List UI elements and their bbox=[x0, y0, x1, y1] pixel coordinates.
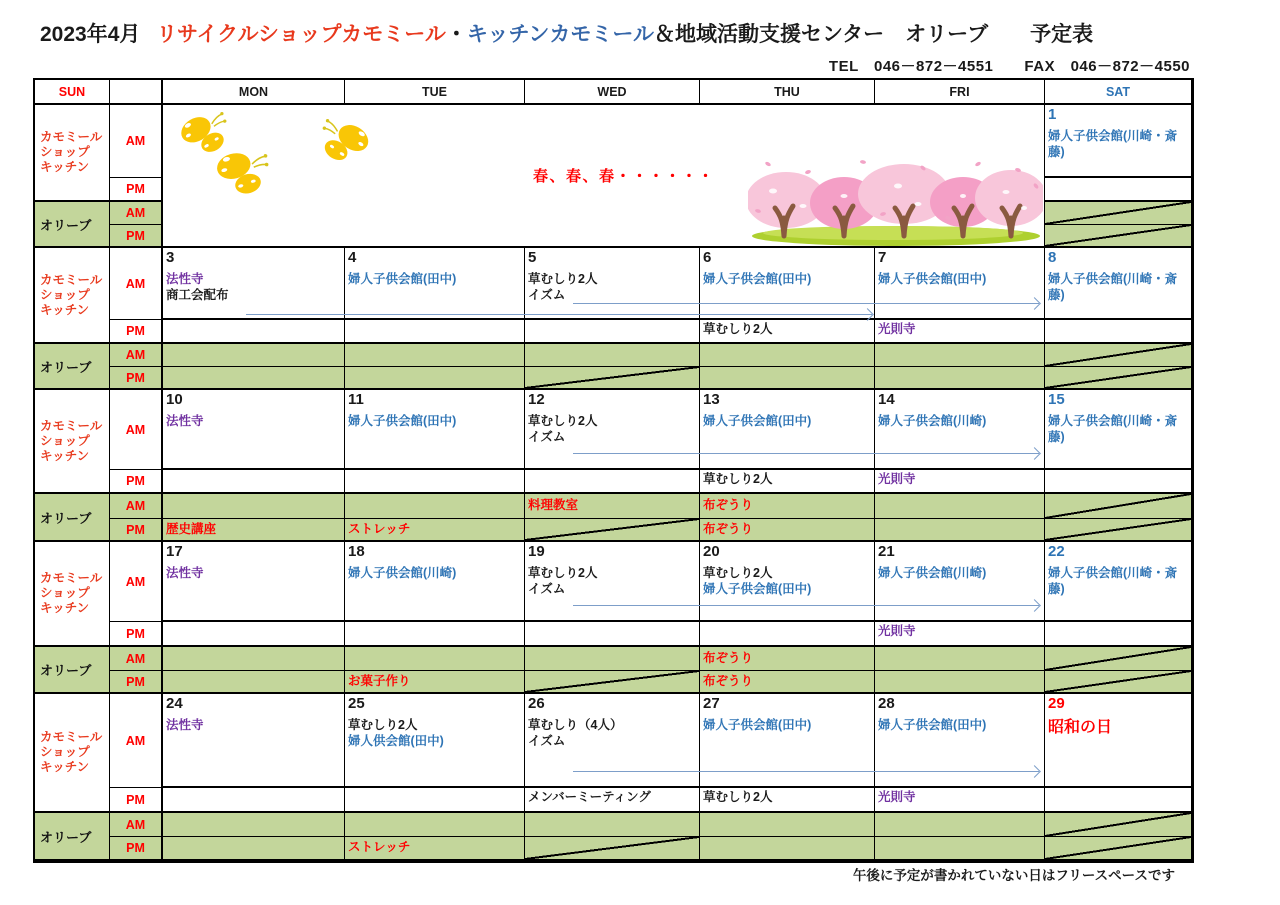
am-label-w4 bbox=[110, 542, 163, 622]
kamomile-label-line: ショップ bbox=[40, 145, 90, 159]
day-cell-pm-7-w2 bbox=[875, 320, 1045, 344]
olive-pm-cell-sat-w2 bbox=[1045, 367, 1192, 390]
olive-pm-cell-mon-w3 bbox=[163, 519, 345, 542]
olive-pm-cell-thu-w5 bbox=[700, 837, 875, 861]
olive-pm-cell-tue-w5 bbox=[345, 837, 525, 861]
title-kitchen-name: キッチンカモミール bbox=[466, 23, 654, 46]
day-number: 4 bbox=[348, 249, 357, 266]
olive-am-cell-thu-w4 bbox=[700, 647, 875, 671]
kamomile-label-line: ショップ bbox=[40, 433, 90, 448]
title-rest: ＆地域活動支援センター オリーブ 予定表 bbox=[654, 23, 1094, 46]
kamomile-label-line: キッチン bbox=[40, 302, 90, 317]
day-cell-pm-6-w2 bbox=[700, 320, 875, 344]
event-text: イズム bbox=[528, 429, 566, 444]
olive-pm-cell-sat-w3 bbox=[1045, 519, 1192, 542]
day-cell-pm-18-w4 bbox=[345, 622, 525, 647]
olive-am-cell-wed-w5 bbox=[525, 813, 700, 837]
event-text: 布ぞうり bbox=[703, 673, 754, 688]
pm-label-w3 bbox=[110, 470, 163, 494]
day-cell-am-19-w4 bbox=[525, 542, 700, 622]
day-number: 13 bbox=[703, 391, 720, 408]
olive-am-cell-fri-w5 bbox=[875, 813, 1045, 837]
olive-am-label-w2 bbox=[110, 344, 163, 367]
day-number: 27 bbox=[703, 695, 720, 712]
event-text: 法性寺 bbox=[166, 414, 204, 428]
continuation-arrow bbox=[246, 314, 872, 315]
pm-label-text: PM bbox=[126, 324, 145, 338]
day-number: 7 bbox=[878, 249, 887, 266]
olive-pm-label-w1 bbox=[110, 225, 163, 248]
day-cell-pm-21-w4 bbox=[875, 622, 1045, 647]
kamomile-label-line: ショップ bbox=[40, 586, 90, 600]
am-label-text: AM bbox=[125, 206, 146, 220]
event-text: 法性寺 bbox=[166, 566, 204, 580]
olive-pm-cell-wed-w3 bbox=[525, 519, 700, 542]
kamomile-label-w2 bbox=[35, 248, 110, 344]
day-cell-pm-13-w3 bbox=[700, 470, 875, 494]
day-number: 29 bbox=[1048, 695, 1065, 712]
pm-label-text: PM bbox=[126, 792, 145, 807]
day-cell-pm-3-w2 bbox=[163, 320, 345, 344]
olive-am-label-w1 bbox=[110, 202, 163, 225]
olive-label-text: オリーブ bbox=[40, 663, 92, 678]
pm-label-text: PM bbox=[126, 841, 145, 855]
day-cell-pm-5-w2 bbox=[525, 320, 700, 344]
olive-am-cell-wed-w2 bbox=[525, 344, 700, 367]
am-label-text: AM bbox=[125, 817, 146, 832]
olive-am-cell-thu-w3 bbox=[700, 494, 875, 519]
kamomile-label-w5 bbox=[35, 694, 110, 813]
contact-phone-fax: TEL 046－872－4551 FAX 046－872－4550 bbox=[828, 58, 1190, 75]
day-cell-am-14-w3 bbox=[875, 390, 1045, 470]
day-cell-am-27-w5 bbox=[700, 694, 875, 788]
am-label-text: AM bbox=[125, 733, 146, 748]
event-text: 布ぞうり bbox=[703, 650, 754, 665]
pm-label-text: PM bbox=[126, 626, 145, 641]
olive-label-w4 bbox=[35, 647, 110, 694]
continuation-arrow bbox=[573, 453, 1039, 454]
kamomile-label-line: ショップ bbox=[40, 287, 90, 302]
olive-label-w3 bbox=[35, 494, 110, 542]
olive-am-cell-sat-w5 bbox=[1045, 813, 1192, 837]
sakura-illustration bbox=[748, 156, 1043, 248]
event-text: 婦人子供会館(川崎・斎藤) bbox=[1048, 566, 1178, 596]
event-text: 光則寺 bbox=[878, 624, 916, 638]
olive-am-cell-fri-w3 bbox=[875, 494, 1045, 519]
event-text: 草むしり2人 bbox=[528, 272, 598, 286]
olive-pm-cell-thu-w2 bbox=[700, 367, 875, 390]
page-title bbox=[40, 18, 1093, 48]
olive-am-cell-mon-w2 bbox=[163, 344, 345, 367]
kamomile-label-line: キッチン bbox=[40, 760, 90, 774]
day-number: 6 bbox=[703, 249, 712, 266]
olive-am-cell-mon-w5 bbox=[163, 813, 345, 837]
day-cell-am-11-w3 bbox=[345, 390, 525, 470]
olive-label-text: オリーブ bbox=[40, 217, 92, 233]
day-cell-pm-10-w3 bbox=[163, 470, 345, 494]
kamomile-label-w4 bbox=[35, 542, 110, 647]
olive-am-label-w3 bbox=[110, 494, 163, 519]
olive-pm-cell-sat-w1 bbox=[1045, 225, 1192, 248]
kamomile-label-w1 bbox=[35, 105, 110, 202]
kamomile-label-w3 bbox=[35, 390, 110, 494]
day-cell-pm-8-w2 bbox=[1045, 320, 1192, 344]
day-cell-am-24-w5 bbox=[163, 694, 345, 788]
olive-pm-cell-fri-w3 bbox=[875, 519, 1045, 542]
day-cell-am-10-w3 bbox=[163, 390, 345, 470]
day-cell-am-25-w5 bbox=[345, 694, 525, 788]
header-mon bbox=[163, 80, 345, 105]
event-text: 草むしり2人 bbox=[703, 790, 773, 804]
olive-pm-cell-sat-w5 bbox=[1045, 837, 1192, 861]
olive-am-cell-fri-w2 bbox=[875, 344, 1045, 367]
event-text: 草むしり2人 bbox=[348, 718, 418, 732]
pm-label-text: PM bbox=[126, 228, 145, 243]
event-text: 草むしり2人 bbox=[528, 566, 598, 580]
olive-pm-cell-fri-w5 bbox=[875, 837, 1045, 861]
pm-label-text: PM bbox=[126, 522, 145, 537]
day-cell-pm-4-w2 bbox=[345, 320, 525, 344]
olive-pm-cell-fri-w2 bbox=[875, 367, 1045, 390]
kamomile-label-line: カモミール bbox=[40, 272, 103, 287]
event-text: 草むしり2人 bbox=[703, 472, 773, 486]
day-number: 12 bbox=[528, 391, 545, 408]
am-label-text: AM bbox=[125, 499, 146, 513]
day-number: 1 bbox=[1048, 106, 1057, 123]
event-text: 婦人子供会館(川崎・斎藤) bbox=[1048, 414, 1178, 444]
day-cell-am-7-w2 bbox=[875, 248, 1045, 320]
event-text: お菓子作り bbox=[348, 673, 411, 688]
continuation-arrow bbox=[573, 771, 1039, 772]
spring-text: 春、春、春・・・・・・ bbox=[533, 168, 715, 185]
olive-am-cell-mon-w3 bbox=[163, 494, 345, 519]
calendar-table bbox=[33, 78, 1194, 863]
event-text: 草むしり2人 bbox=[703, 566, 773, 580]
header-sun-label: SUN bbox=[58, 84, 86, 99]
header-sat bbox=[1045, 80, 1192, 105]
olive-am-cell-wed-w3 bbox=[525, 494, 700, 519]
olive-am-cell-tue-w3 bbox=[345, 494, 525, 519]
title-month: 2023年4月 bbox=[40, 23, 141, 46]
kamomile-label-line: カモミール bbox=[40, 730, 103, 744]
olive-pm-cell-tue-w3 bbox=[345, 519, 525, 542]
event-text: 草むしり（4人） bbox=[528, 718, 623, 732]
day-cell-pm-17-w4 bbox=[163, 622, 345, 647]
kamomile-label-line: カモミール bbox=[40, 418, 103, 433]
footer-note: 午後に予定が書かれていない日はフリースペースです bbox=[852, 868, 1175, 883]
header-thu bbox=[700, 80, 875, 105]
event-text: イズム bbox=[528, 287, 566, 302]
event-text: 歴史講座 bbox=[166, 521, 217, 536]
event-text: 光則寺 bbox=[878, 472, 916, 486]
day-cell-am-13-w3 bbox=[700, 390, 875, 470]
event-text: 婦人子供会館(川崎・斎藤) bbox=[1048, 129, 1178, 159]
olive-am-cell-sat-w2 bbox=[1045, 344, 1192, 367]
continuation-arrow bbox=[573, 605, 1039, 606]
day-cell-pm-19-w4 bbox=[525, 622, 700, 647]
day-cell-pm-12-w3 bbox=[525, 470, 700, 494]
kamomile-label-line: カモミール bbox=[40, 130, 103, 144]
header-sat-label: SAT bbox=[1105, 84, 1131, 99]
day-cell-pm-25-w5 bbox=[345, 788, 525, 813]
day-cell-am-20-w4 bbox=[700, 542, 875, 622]
day-cell-am-18-w4 bbox=[345, 542, 525, 622]
am-label-text: AM bbox=[125, 574, 146, 589]
olive-am-cell-thu-w2 bbox=[700, 344, 875, 367]
olive-pm-cell-thu-w3 bbox=[700, 519, 875, 542]
day-number: 14 bbox=[878, 391, 895, 408]
day-number: 17 bbox=[166, 543, 183, 560]
day-cell-am-4-w2 bbox=[345, 248, 525, 320]
day-cell-am-17-w4 bbox=[163, 542, 345, 622]
title-separator-dot: ・ bbox=[445, 23, 467, 46]
event-text: 光則寺 bbox=[878, 322, 916, 336]
day-number: 22 bbox=[1048, 543, 1065, 560]
olive-label-w5 bbox=[35, 813, 110, 861]
day-cell-pm-26-w5 bbox=[525, 788, 700, 813]
day-cell-am-15-w3 bbox=[1045, 390, 1192, 470]
olive-pm-cell-wed-w2 bbox=[525, 367, 700, 390]
day-number: 18 bbox=[348, 543, 365, 560]
event-text: 光則寺 bbox=[878, 790, 916, 804]
event-text: 婦人子供会館(川崎) bbox=[878, 566, 987, 580]
am-label-text: AM bbox=[125, 651, 146, 666]
event-text: 婦人子供会館(田中) bbox=[348, 414, 457, 428]
event-text: イズム bbox=[528, 581, 566, 596]
day-number: 21 bbox=[878, 543, 895, 560]
olive-am-cell-sat-w1 bbox=[1045, 202, 1192, 225]
am-label-text: AM bbox=[125, 422, 146, 437]
day-cell-pm-29-w5 bbox=[1045, 788, 1192, 813]
olive-pm-cell-fri-w4 bbox=[875, 671, 1045, 694]
am-label-text: AM bbox=[125, 134, 146, 148]
title-shop-name: リサイクルショップカモミール bbox=[156, 23, 446, 46]
olive-pm-cell-wed-w4 bbox=[525, 671, 700, 694]
event-text: メンバーミーティング bbox=[528, 790, 651, 804]
header-spacer bbox=[110, 80, 163, 105]
header-wed bbox=[525, 80, 700, 105]
event-text: 婦人子供会館(田中) bbox=[703, 581, 812, 596]
kamomile-label-line: キッチン bbox=[40, 601, 90, 615]
day-cell-am-1-w1 bbox=[1045, 105, 1192, 178]
olive-am-cell-thu-w5 bbox=[700, 813, 875, 837]
am-label-w2 bbox=[110, 248, 163, 320]
day-number: 8 bbox=[1048, 249, 1057, 266]
kamomile-label-line: キッチン bbox=[40, 160, 90, 174]
continuation-arrow bbox=[573, 303, 1039, 304]
day-cell-am-29-w5 bbox=[1045, 694, 1192, 788]
day-cell-am-5-w2 bbox=[525, 248, 700, 320]
spring-banner-cell bbox=[163, 105, 1045, 248]
day-number: 24 bbox=[166, 695, 183, 712]
day-cell-pm-22-w4 bbox=[1045, 622, 1192, 647]
event-text: 草むしり2人 bbox=[528, 414, 598, 428]
olive-am-cell-tue-w5 bbox=[345, 813, 525, 837]
olive-label-w1 bbox=[35, 202, 110, 248]
olive-pm-cell-sat-w4 bbox=[1045, 671, 1192, 694]
header-wed-label: WED bbox=[597, 84, 627, 99]
day-number: 15 bbox=[1048, 391, 1065, 408]
am-label-text: AM bbox=[125, 276, 146, 291]
pm-label-w1 bbox=[110, 178, 163, 202]
day-cell-am-28-w5 bbox=[875, 694, 1045, 788]
day-number: 28 bbox=[878, 695, 895, 712]
olive-pm-cell-tue-w4 bbox=[345, 671, 525, 694]
kamomile-label-line: ショップ bbox=[40, 745, 90, 759]
event-text: 婦人供会館(田中) bbox=[348, 733, 444, 748]
header-thu-label: THU bbox=[774, 84, 800, 99]
event-text: 草むしり2人 bbox=[703, 322, 773, 336]
day-number: 11 bbox=[348, 391, 364, 408]
day-cell-pm-1-w1 bbox=[1045, 178, 1192, 202]
kamomile-label-line: キッチン bbox=[40, 448, 90, 463]
event-text: 昭和の日 bbox=[1048, 719, 1113, 736]
pm-label-w4 bbox=[110, 622, 163, 647]
olive-am-label-w4 bbox=[110, 647, 163, 671]
kamomile-label-line: カモミール bbox=[40, 571, 103, 585]
event-text: 婦人子供会館(田中) bbox=[703, 718, 812, 732]
olive-am-cell-tue-w4 bbox=[345, 647, 525, 671]
event-text: 布ぞうり bbox=[703, 498, 754, 513]
day-cell-pm-15-w3 bbox=[1045, 470, 1192, 494]
event-text: 婦人子供会館(川崎・斎藤) bbox=[1048, 272, 1178, 302]
am-label-w3 bbox=[110, 390, 163, 470]
olive-pm-label-w5 bbox=[110, 837, 163, 861]
event-text: 婦人子供会館(田中) bbox=[878, 272, 987, 286]
pm-label-w5 bbox=[110, 788, 163, 813]
event-text: 婦人子供会館(川崎) bbox=[348, 566, 457, 580]
day-number: 3 bbox=[166, 249, 175, 266]
day-cell-pm-20-w4 bbox=[700, 622, 875, 647]
olive-pm-label-w4 bbox=[110, 671, 163, 694]
event-text: ストレッチ bbox=[348, 521, 411, 536]
olive-pm-cell-wed-w5 bbox=[525, 837, 700, 861]
olive-am-cell-sat-w3 bbox=[1045, 494, 1192, 519]
event-text: 法性寺 bbox=[166, 718, 204, 732]
olive-am-cell-tue-w2 bbox=[345, 344, 525, 367]
day-cell-pm-24-w5 bbox=[163, 788, 345, 813]
pm-label-text: PM bbox=[126, 370, 145, 385]
day-cell-am-6-w2 bbox=[700, 248, 875, 320]
event-text: 婦人子供会館(川崎) bbox=[878, 414, 987, 428]
day-number: 26 bbox=[528, 695, 545, 712]
header-tue-label: TUE bbox=[422, 84, 447, 99]
day-cell-am-12-w3 bbox=[525, 390, 700, 470]
pm-label-text: PM bbox=[126, 474, 145, 488]
day-cell-am-26-w5 bbox=[525, 694, 700, 788]
header-mon-label: MON bbox=[238, 84, 269, 99]
event-text: 婦人子供会館(田中) bbox=[348, 272, 457, 286]
day-number: 10 bbox=[166, 391, 183, 408]
event-text: イズム bbox=[528, 733, 566, 748]
day-number: 5 bbox=[528, 249, 537, 266]
am-label-w5 bbox=[110, 694, 163, 788]
olive-am-cell-mon-w4 bbox=[163, 647, 345, 671]
olive-label-w2 bbox=[35, 344, 110, 390]
olive-am-cell-wed-w4 bbox=[525, 647, 700, 671]
olive-label-text: オリーブ bbox=[40, 510, 92, 526]
event-text: 婦人子供会館(田中) bbox=[703, 414, 812, 428]
header-sun bbox=[35, 80, 110, 105]
day-number: 25 bbox=[348, 695, 365, 712]
day-cell-am-21-w4 bbox=[875, 542, 1045, 622]
butterfly-icon bbox=[312, 115, 375, 170]
pm-label-w2 bbox=[110, 320, 163, 344]
olive-pm-cell-tue-w2 bbox=[345, 367, 525, 390]
olive-pm-cell-mon-w4 bbox=[163, 671, 345, 694]
olive-pm-cell-mon-w2 bbox=[163, 367, 345, 390]
event-text: 料理教室 bbox=[528, 498, 579, 513]
day-cell-pm-14-w3 bbox=[875, 470, 1045, 494]
am-label-text: AM bbox=[125, 348, 146, 362]
day-cell-pm-28-w5 bbox=[875, 788, 1045, 813]
day-cell-pm-27-w5 bbox=[700, 788, 875, 813]
event-text: 法性寺 bbox=[166, 272, 204, 286]
olive-am-cell-fri-w4 bbox=[875, 647, 1045, 671]
day-cell-am-22-w4 bbox=[1045, 542, 1192, 622]
day-cell-am-8-w2 bbox=[1045, 248, 1192, 320]
day-cell-pm-11-w3 bbox=[345, 470, 525, 494]
olive-pm-label-w3 bbox=[110, 519, 163, 542]
header-fri-label: FRI bbox=[949, 84, 970, 99]
header-fri bbox=[875, 80, 1045, 105]
event-text: ストレッチ bbox=[348, 840, 411, 855]
header-tue bbox=[345, 80, 525, 105]
event-text: 商工会配布 bbox=[166, 287, 229, 302]
olive-label-text: オリーブ bbox=[40, 359, 92, 375]
pm-label-text: PM bbox=[126, 182, 145, 196]
day-cell-am-3-w2 bbox=[163, 248, 345, 320]
event-text: 婦人子供会館(田中) bbox=[703, 272, 812, 286]
event-text: 布ぞうり bbox=[703, 521, 754, 536]
olive-am-cell-sat-w4 bbox=[1045, 647, 1192, 671]
olive-label-text: オリーブ bbox=[40, 829, 92, 845]
butterfly-icon bbox=[207, 147, 278, 202]
am-label-w1 bbox=[110, 105, 163, 178]
olive-pm-cell-thu-w4 bbox=[700, 671, 875, 694]
day-number: 20 bbox=[703, 543, 720, 560]
olive-pm-cell-mon-w5 bbox=[163, 837, 345, 861]
olive-am-label-w5 bbox=[110, 813, 163, 837]
olive-pm-label-w2 bbox=[110, 367, 163, 390]
event-text: 婦人子供会館(田中) bbox=[878, 718, 987, 732]
pm-label-text: PM bbox=[126, 674, 145, 689]
day-number: 19 bbox=[528, 543, 545, 560]
